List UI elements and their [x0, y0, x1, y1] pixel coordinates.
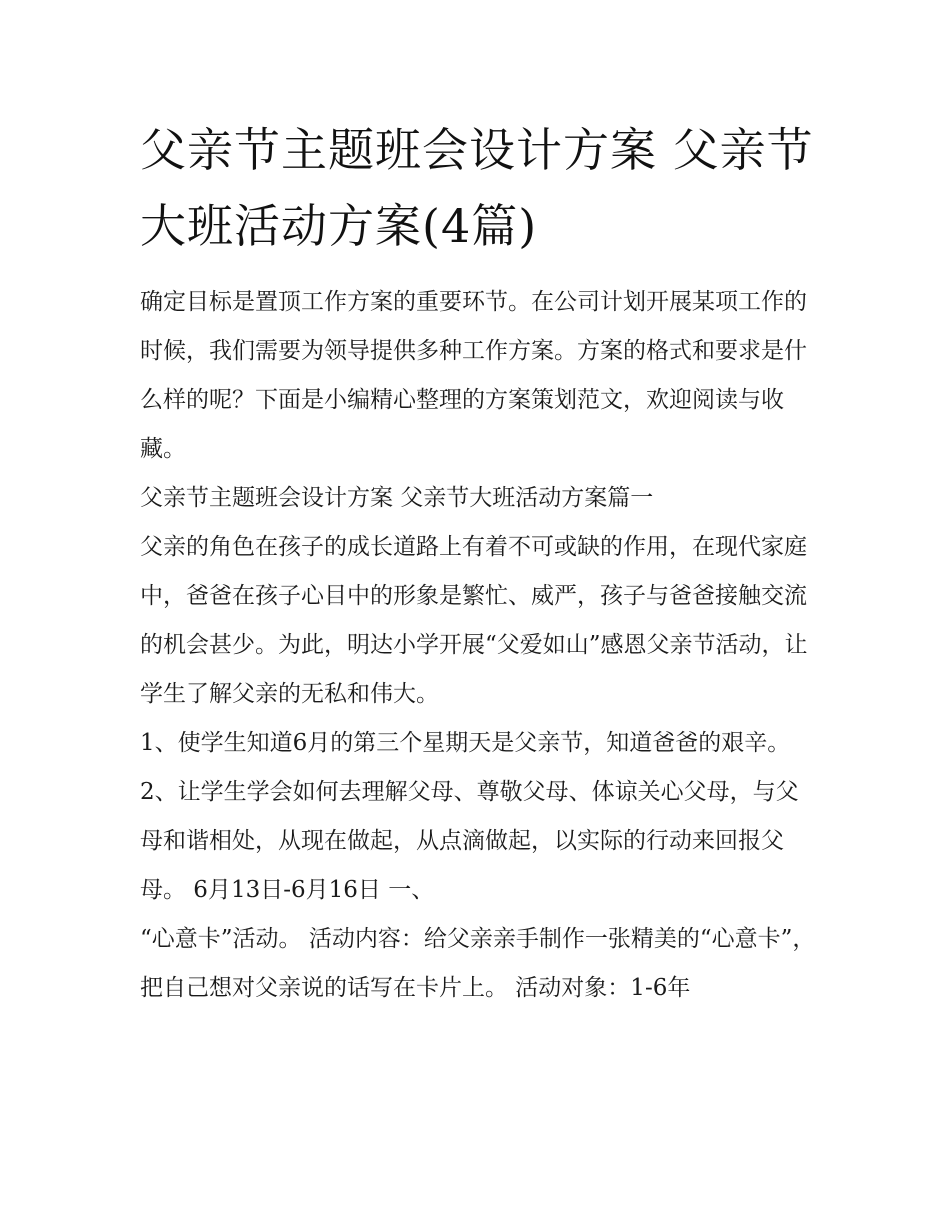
goal-item-2: 2、让学生学会如何去理解父母、尊敬父母、体谅关心父母，与父母和谐相处，从现在做起，从点滴做起，以实际的行动来回报父母。 6月13日-6月16日 一、	[140, 779, 799, 903]
document-body	[140, 278, 816, 1013]
activity-paragraph: “心意卡”活动。 活动内容：给父亲亲手制作一张精美的“心意卡”，把自己想对父亲说的话写在卡片上。 活动对象：1-6年	[140, 926, 816, 1001]
document-title: 父亲节主题班会设计方案 父亲节大班活动方案(4篇)	[140, 123, 814, 253]
goal-item-1: 1、使学生知道6月的第三个星期天是父亲节，知道爸爸的艰辛。	[140, 730, 791, 756]
section-heading: 父亲节主题班会设计方案 父亲节大班活动方案篇一	[140, 485, 654, 511]
paragraph-background: 父亲的角色在孩子的成长道路上有着不可或缺的作用，在现代家庭中，爸爸在孩子心目中的形象是繁忙、威严，孩子与爸爸接触交流的机会甚少。为此，明达小学开展“父爱如山”感恩父亲节活动，让学生了解父亲的无私和伟大。	[140, 534, 808, 707]
paragraph-intro: 确定目标是置顶工作方案的重要环节。在公司计划开展某项工作的时候，我们需要为领导提供多种工作方案。方案的格式和要求是什么样的呢？下面是小编精心整理的方案策划范文，欢迎阅读与收藏。	[140, 289, 807, 462]
